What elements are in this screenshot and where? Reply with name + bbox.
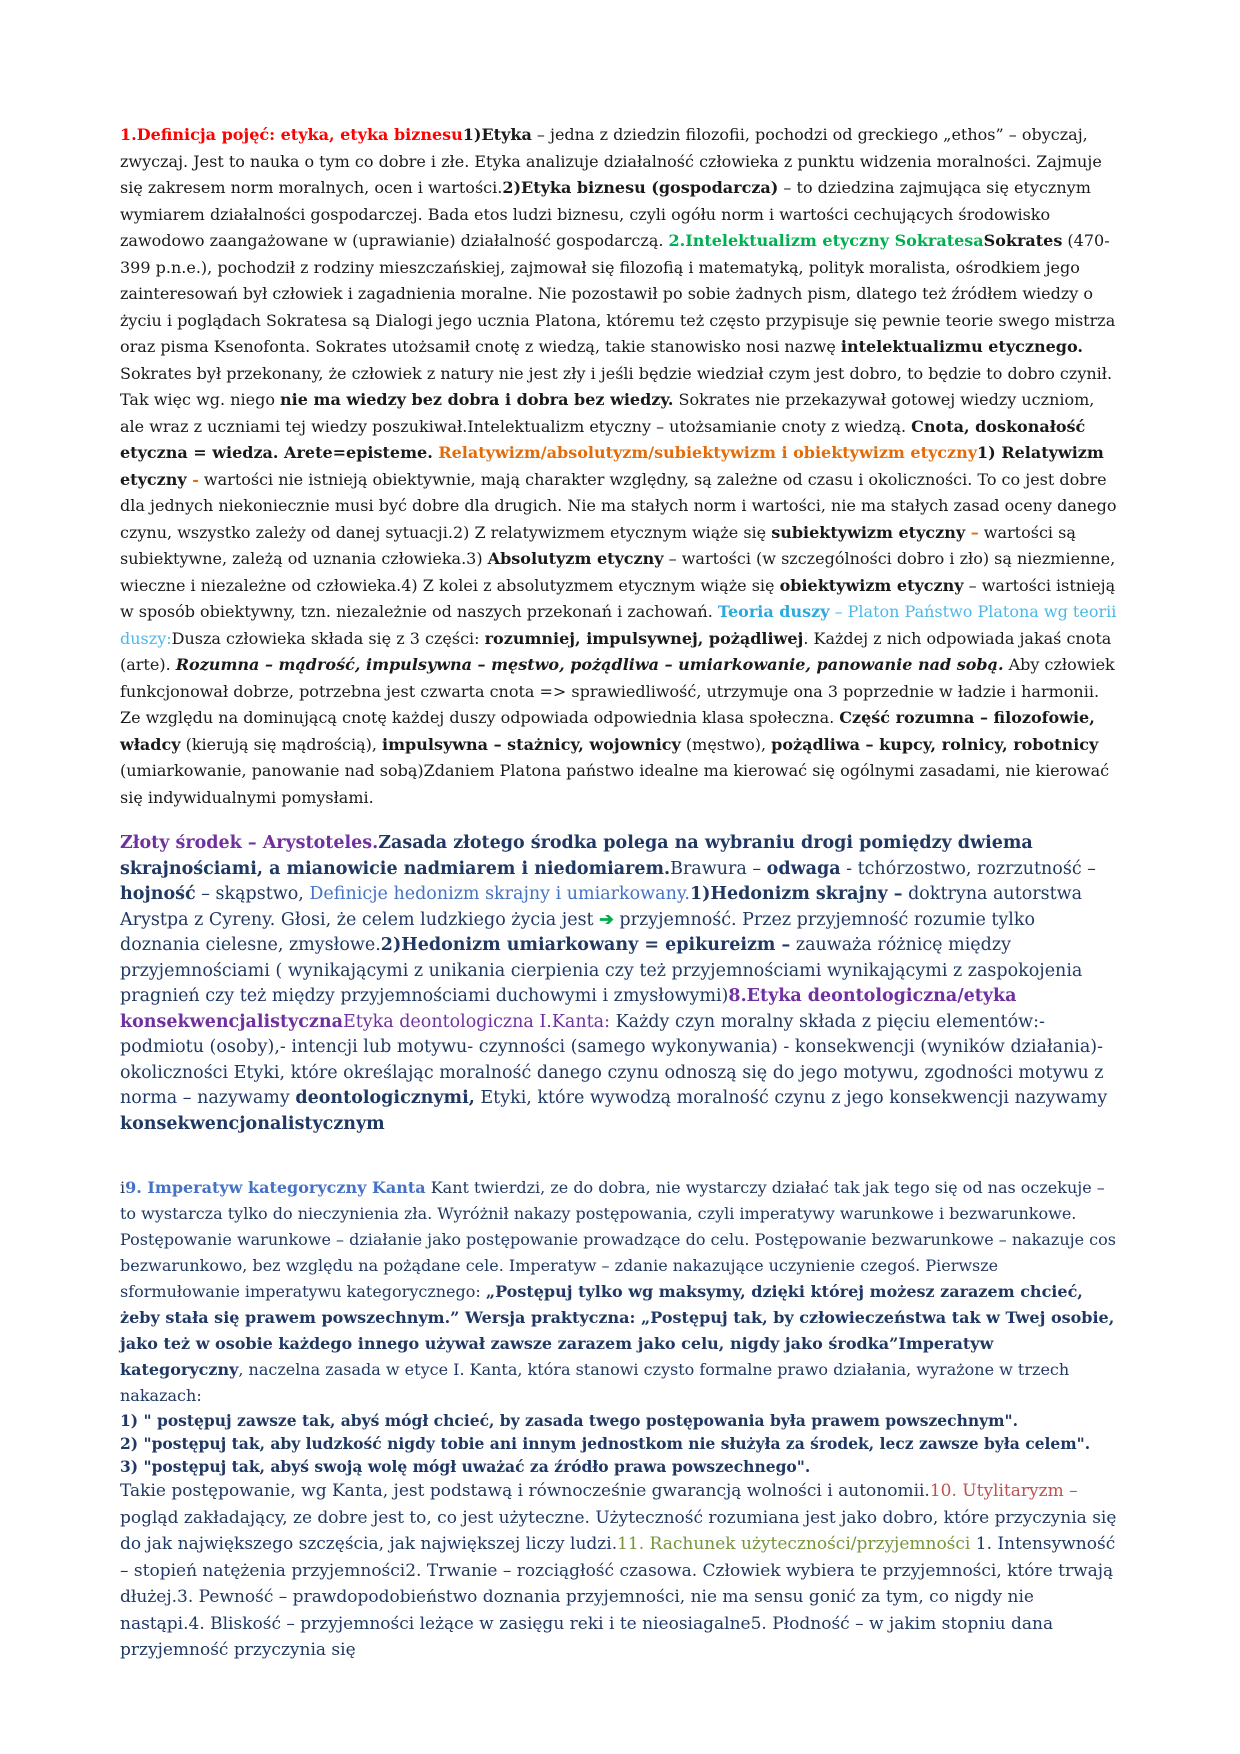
text-run: Teoria duszy bbox=[717, 602, 830, 621]
text-run: (470-399 p.n.e.), pochodził z rodziny mieszczańskiej, zajmował się filozofią i matematyką, polityk moralista, ośrodkiem jego zainteresowań był człowiek i zagadnienia moralne. Nie pozostawił po sobie żadnych pism, dlatego też źródłem wiedzy o życiu i poglądach Sokratesa są Dialogi jego ucznia Platona, któremu też często przypisuje się pewnie teorie swego mistrza oraz pisma Ksenofonta. Sokrates utożsamił cnotę z wiedzą, takie stanowisko nosi nazwę bbox=[120, 231, 1116, 356]
text-run: przyjemność. Przez przyjemność rozumie tylko doznania cielesne, zmysłowe. bbox=[120, 909, 1036, 955]
text-run: obiektywizm etyczny bbox=[779, 575, 964, 595]
text-run: (męstwo), bbox=[680, 734, 772, 754]
text-run: Aby człowiek funkcjonował dobrze, potrzebna jest czwarta cnota => sprawiedliwość, utrzymuje ona 3 poprzednie w ładzie i harmonii. Ze względu na dominującą cnotę każdej duszy odpowiada odpowiednia klasa społeczna. bbox=[120, 655, 1115, 727]
text-run: odwaga bbox=[766, 858, 841, 879]
text-run: – wartości (w szczególności dobro i zło) są niezmienne, wieczne i niezależne od człowieka.4) Z kolei z absolutyzmem etycznym wiąże się bbox=[120, 549, 1116, 595]
text-run: wartości są subiektywne, zależą od uznania człowieka.3) bbox=[120, 522, 1076, 568]
text-run: 10. Utylitaryzm – bbox=[929, 1481, 1078, 1501]
text-run: nie ma wiedzy bez dobra i dobra bez wiedzy. bbox=[280, 390, 674, 409]
text-run: pogląd zakładający, ze dobre jest to, co jest użyteczne. Użyteczność rozumiana jest jako dobro, które przyczynia się do jak największego szczęścia, jak największej liczy ludzi. bbox=[120, 1507, 1117, 1554]
kant-rule-3: 3) "postępuj tak, abyś swoją wolę mógł uważać za źródło prawa powszechnego". bbox=[120, 1457, 811, 1476]
text-run: 1) Relatywizm etyczny bbox=[120, 443, 1104, 489]
text-run: Takie postępowanie, wg Kanta, jest podstawą i równocześnie gwarancją wolności i autonomii. bbox=[120, 1481, 930, 1501]
text-run: - tchórzostwo, rozrzutność – bbox=[840, 858, 1096, 879]
text-run: 2)Hedonizm umiarkowany = epikureizm – bbox=[380, 935, 791, 955]
text-run: Sokrates był przekonany, że człowiek z natury nie jest zły i jeśli będzie wiedział czym jest dobro, to będzie to dobro czynił. Tak więc wg. niego bbox=[120, 363, 1113, 409]
text-run: – jedna z dziedzin filozofii, pochodzi od greckiego „ethos” – obyczaj, zwyczaj. Jest to nauka o tym co dobre i złe. Etyka analizuje działalność człowieka z punktu widzenia moralności. Zajmuje się zakresem norm moralnych, ocen i wartości. bbox=[120, 125, 1102, 197]
text-run: Rozumna – mądrość, impulsywna – męstwo, pożądliwa – umiarkowanie, panowanie nad sobą. bbox=[175, 655, 1004, 674]
text-run: rozumniej, impulsywnej, pożądliwej bbox=[484, 628, 804, 648]
paragraph-utilitarianism-pleasure-calculus bbox=[120, 1478, 1120, 1664]
text-run: 1. Intensywność – stopień natężenia przyjemności2. Trwanie – rozciągłość czasowa. Człowiek wybiera te przyjemności, które trwają dłużej.3. Pewność – prawdopodobieństwo doznania przyjemności, nie ma sensu gonić za tym, co nigdy nie nastąpi.4. Bliskość – przyjemności leżące w zasięgu reki i te nieosiagalne5. Płodność – w jakim stopniu dana przyjemność przyczynia się bbox=[120, 1534, 1116, 1660]
text-run: subiektywizm etyczny bbox=[771, 522, 966, 542]
text-run: Relatywizm/absolutyzm/subiektywizm i obiektywizm etyczny bbox=[438, 443, 978, 462]
text-run: „Postępuj tylko wg maksymy, dzięki której możesz zarazem chcieć, żeby stała się prawem powszechnym.” Wersja praktyczna: „Postępuj tak, by człowieczeństwa tak w Twej osobie, jako też w osobie każdego innego używał zawsze zarazem jako celu, nigdy jako środka” bbox=[120, 1282, 1115, 1353]
text-run: hojność bbox=[120, 884, 196, 904]
text-run: Definicje hedonizm skrajny i umiarkowany. bbox=[309, 884, 690, 904]
text-run: Brawura – bbox=[670, 858, 767, 879]
text-run: impulsywna – stażnicy, wojownicy bbox=[382, 734, 681, 754]
text-run: ➔ bbox=[599, 909, 614, 930]
text-run: 9. Imperatyw kategoryczny Kanta bbox=[125, 1178, 426, 1197]
text-run: Zasada złotego środka polega na wybraniu drogi pomiędzy dwiema skrajnościami, a mianowicie nadmiarem i niedomiarem. bbox=[120, 833, 1033, 879]
text-run: Kant twierdzi, ze do dobra, nie wystarczy działać tak jak tego się od nas oczekuje – to wystarcza tylko do nieczynienia zła. Wyróżnił nakazy postępowania, czyli imperatywy warunkowe i bezwarunkowe. Postępowanie warunkowe – działanie jako postępowanie prowadzące do celu. Postępowanie bezwarunkowe – nakazuje cos bezwarunkowo, bez względu na pożądane cele. Imperatyw – zdanie nakazujące uczynienie czegoś. Pierwsze sformułowanie imperatywu kategorycznego: bbox=[120, 1178, 1116, 1301]
text-run: Sokrates bbox=[983, 231, 1063, 250]
text-run: - bbox=[186, 469, 199, 489]
paragraph-kant-categorical-imperative bbox=[120, 1175, 1120, 1409]
text-run: doktryna autorstwa Arystpa z Cyreny. Głosi, że celem ludzkiego życia jest bbox=[120, 884, 1083, 930]
kant-rule-2: 2) "postępuj tak, aby ludzkość nigdy tobie ani innym jednostkom nie służyła za środek, lecz zawsze była celem". bbox=[120, 1434, 1091, 1453]
text-run: (kierują się mądrością), bbox=[180, 734, 383, 754]
text-run: 2)Etyka biznesu (gospodarcza) bbox=[502, 178, 779, 197]
kant-rule-1: 1) " postępuj zawsze tak, abyś mógł chcieć, by zasada twego postępowania była prawem powszechnym". bbox=[120, 1411, 1019, 1430]
text-run: – bbox=[965, 522, 979, 542]
text-run: 1)Hedonizm skrajny – bbox=[689, 884, 903, 904]
text-run: Dusza człowieka składa się z 3 części: bbox=[171, 628, 485, 648]
text-run: zauważa różnicę między przyjemnościami ( wynikającymi z unikania cierpienia czy też przyjemnościami wynikającymi z zaspokojenia pragnień czy też między przyjemnościami duchowymi i zmysłowymi) bbox=[120, 935, 1083, 1006]
text-run: Sokrates nie przekazywał gotowej wiedzy uczniom, ale wraz z uczniami tej wiedzy poszukiwał.Intelektualizm etyczny – utożsamianie cnoty z wiedzą. bbox=[120, 390, 1095, 436]
text-run: Każdy czyn moralny składa z pięciu elementów:- podmiotu (osoby),- intencji lub motywu- czynności (samego wykonywania) - konsekwencji (wyników działania)- okoliczności Etyki, które określając moralność danego czynu odnoszą się do jego motywu, zgodności motywu z norma – nazywamy bbox=[120, 1011, 1104, 1108]
text-run: Część rozumna – filozofowie, władcy bbox=[120, 708, 1095, 754]
text-run: Absolutyzm etyczny bbox=[487, 549, 664, 568]
text-run: Etyki, które wywodzą moralność czynu z jego konsekwencji nazywamy bbox=[474, 1088, 1108, 1108]
text-run: wartości nie istnieją obiektywnie, mają charakter względny, są zależne od czasu i okoliczności. To co jest dobre dla jednych niekoniecznie musi być dobre dla drugich. Nie ma stałych norm i wartości, nie ma stałych zasad oceny danego czynu, wszystko zależy od danej sytuacji.2) Z relatywizmem etycznym wiąże się bbox=[120, 469, 1117, 542]
text-run: Imperatyw kategoryczny bbox=[120, 1334, 994, 1379]
paragraph-definitions-intellectualism-relativism-soul bbox=[120, 122, 1120, 811]
text-run: 11. Rachunek użyteczności/przyjemności bbox=[617, 1534, 971, 1554]
text-run: deontologicznymi, bbox=[295, 1088, 475, 1108]
text-run: 2.Intelektualizm etyczny Sokratesa bbox=[668, 231, 984, 250]
text-run: , naczelna zasada w etyce I. Kanta, która stanowi czysto formalne prawo działania, wyrażone w trzech nakazach: bbox=[120, 1360, 1070, 1405]
text-run: Złoty środek – Arystoteles. bbox=[120, 833, 379, 853]
text-run: . Każdej z nich odpowiada jakaś cnota (arte). bbox=[120, 628, 1112, 674]
paragraph-golden-mean-hedonism-deontology bbox=[120, 831, 1120, 1137]
text-run: – Platon Państwo Platona wg teorii duszy: bbox=[120, 602, 1117, 648]
text-run: konsekwencjonalistycznym bbox=[120, 1113, 385, 1134]
text-run: 1.Definicja pojęć: etyka, etyka biznesu bbox=[120, 125, 463, 144]
text-run: i bbox=[120, 1178, 126, 1197]
text-run: (umiarkowanie, panowanie nad sobą)Zdaniem Platona państwo idealne ma kierować się ogólnymi zasadami, nie kierować się indywidualnymi pomysłami. bbox=[120, 761, 1110, 807]
text-run: Cnota, doskonałość etyczna = wiedza. Arete=episteme. bbox=[120, 416, 1086, 462]
text-run: 1)Etyka bbox=[462, 125, 532, 144]
text-run: – skąpstwo, bbox=[195, 884, 310, 904]
text-run: intelektualizmu etycznego. bbox=[840, 337, 1083, 356]
text-run: 8.Etyka deontologiczna/etyka konsekwencjalistyczna bbox=[120, 986, 1017, 1032]
text-run: – wartości istnieją w sposób obiektywny, tzn. niezależnie od naszych przekonań i zachowań. bbox=[120, 575, 1116, 621]
text-run: – to dziedzina zajmująca się etycznym wymiarem działalności gospodarczej. Bada etos ludzi biznesu, czyli ogółu norm i wartości cechujących środowisko zawodowo zaangażowane w (uprawianie) działalność gospodarczą. bbox=[120, 178, 1091, 250]
text-run: pożądliwa – kupcy, rolnicy, robotnicy bbox=[771, 734, 1099, 754]
text-run: Etyka deontologiczna I.Kanta: bbox=[342, 1011, 611, 1032]
